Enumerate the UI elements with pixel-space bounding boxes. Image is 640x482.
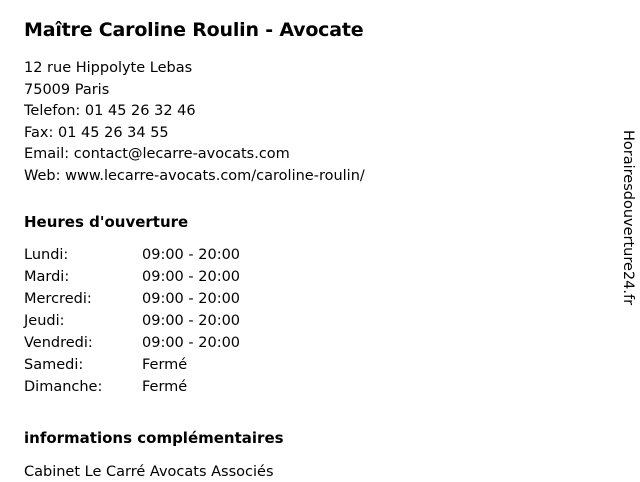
hours-time: Fermé [142, 379, 188, 395]
hours-time: 09:00 - 20:00 [142, 247, 241, 263]
table-row [24, 311, 240, 333]
hours-day: Jeudi: [24, 313, 65, 329]
additional-info-heading: informations complémentaires [24, 429, 284, 447]
page-title: Maître Caroline Roulin - Avocate [24, 19, 364, 41]
hours-time: 09:00 - 20:00 [142, 291, 241, 307]
opening-hours-table [24, 245, 240, 399]
hours-day: Mardi: [24, 269, 70, 285]
hours-time: 09:00 - 20:00 [142, 269, 241, 285]
hours-time: 09:00 - 20:00 [142, 313, 241, 329]
hours-time: 09:00 - 20:00 [142, 335, 241, 351]
watermark-label: Horairesdouverture24.fr [620, 130, 636, 306]
table-row [24, 289, 240, 311]
table-row [24, 245, 240, 267]
table-row [24, 333, 240, 355]
address-city: 75009 Paris [24, 81, 110, 98]
hours-time: Fermé [142, 357, 188, 373]
hours-day: Mercredi: [24, 291, 92, 307]
table-row [24, 377, 240, 399]
phone-line: Telefon: 01 45 26 32 46 [24, 103, 196, 119]
fax-line: Fax: 01 45 26 34 55 [24, 124, 169, 141]
hours-day: Samedi: [24, 357, 84, 373]
contact-block [24, 58, 604, 187]
table-row [24, 355, 240, 377]
website-line: Web: www.lecarre-avocats.com/caroline-roulin/ [24, 167, 365, 184]
address-street: 12 rue Hippolyte Lebas [24, 60, 193, 76]
hours-day: Lundi: [24, 247, 69, 263]
additional-info-text: Cabinet Le Carré Avocats Associés [24, 464, 274, 480]
hours-day: Vendredi: [24, 335, 93, 351]
opening-hours-heading: Heures d'ouverture [24, 213, 189, 231]
table-row [24, 267, 240, 289]
hours-day: Dimanche: [24, 379, 103, 395]
email-line: Email: contact@lecarre-avocats.com [24, 146, 290, 162]
